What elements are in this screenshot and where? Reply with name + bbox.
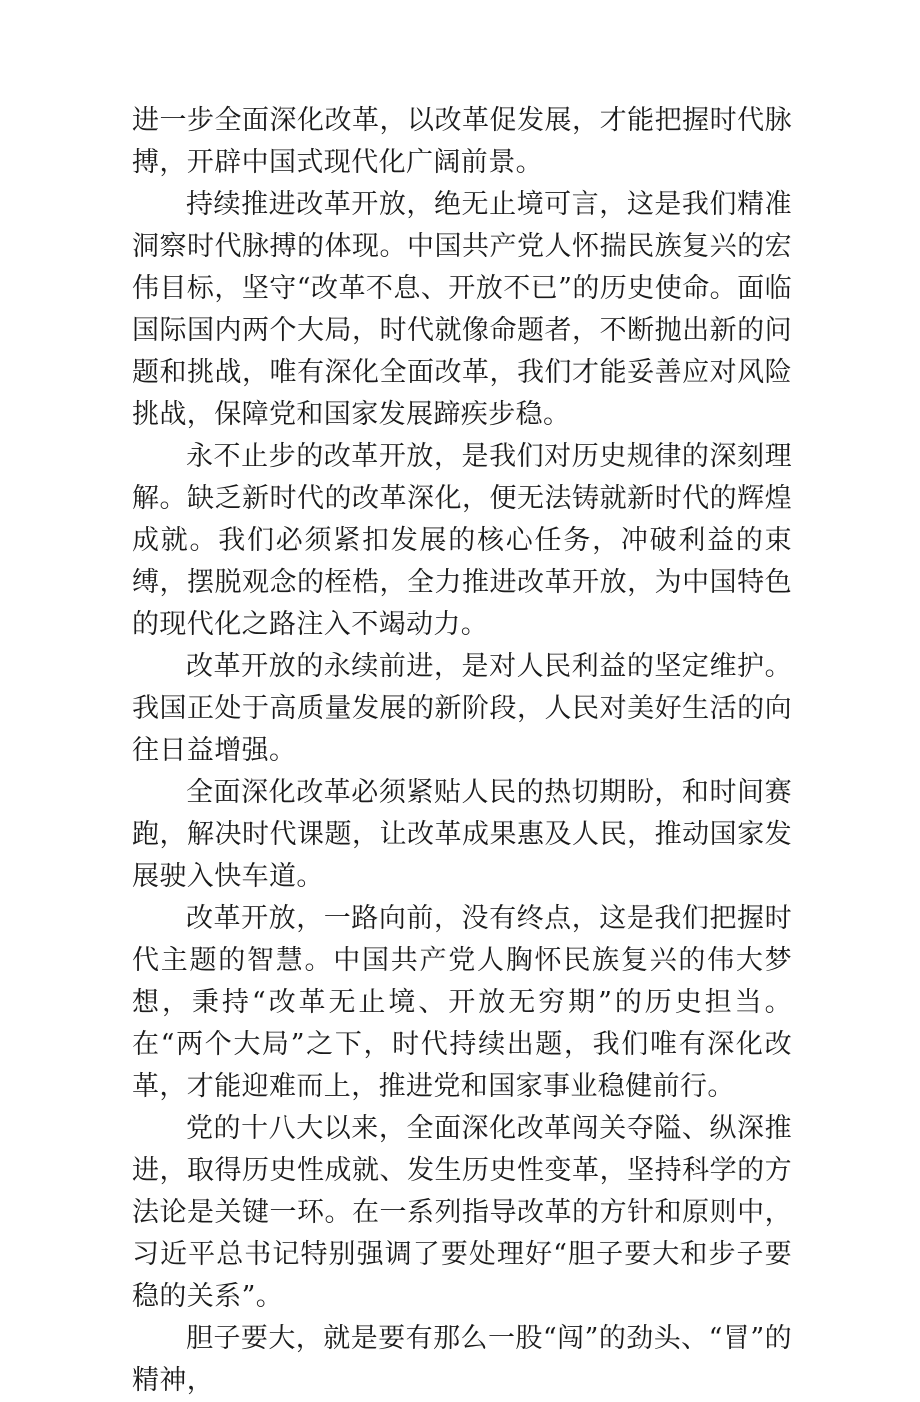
paragraph-4: 改革开放的永续前进，是对人民利益的坚定维护。我国正处于高质量发展的新阶段，人民对美好生活的向往日益增强。	[132, 651, 792, 766]
paragraph-2: 持续推进改革开放，绝无止境可言，这是我们精准洞察时代脉搏的体现。中国共产党人怀揣民族复兴的宏伟目标，坚守“改革不息、开放不已”的历史使命。面临国际国内两个大局，时代就像命题者，不断抛出新的问题和挑战，唯有深化全面改革，我们才能妥善应对风险挑战，保障党和国家发展蹄疾步稳。	[132, 189, 792, 430]
paragraph-3: 永不止步的改革开放，是我们对历史规律的深刻理解。缺乏新时代的改革深化，便无法铸就新时代的辉煌成就。我们必须紧扣发展的核心任务，冲破利益的束缚，摆脱观念的桎梏，全力推进改革开放，为中国特色的现代化之路注入不竭动力。	[132, 441, 792, 640]
paragraph-5: 全面深化改革必须紧贴人民的热切期盼，和时间赛跑，解决时代课题，让改革成果惠及人民，推动国家发展驶入快车道。	[132, 777, 792, 892]
paragraph-1: 进一步全面深化改革，以改革促发展，才能把握时代脉搏，开辟中国式现代化广阔前景。	[132, 105, 792, 178]
paragraph-8: 胆子要大，就是要有那么一股“闯”的劲头、“冒”的精神，	[132, 1323, 792, 1396]
paragraph-7: 党的十八大以来，全面深化改革闯关夺隘、纵深推进，取得历史性成就、发生历史性变革，坚持科学的方法论是关键一环。在一系列指导改革的方针和原则中，习近平总书记特别强调了要处理好“胆子要大和步子要稳的关系”。	[132, 1113, 792, 1312]
paragraph-6: 改革开放，一路向前，没有终点，这是我们把握时代主题的智慧。中国共产党人胸怀民族复兴的伟大梦想，秉持“改革无止境、开放无穷期”的历史担当。在“两个大局”之下，时代持续出题，我们唯有深化改革，才能迎难而上，推进党和国家事业稳健前行。	[132, 903, 792, 1102]
